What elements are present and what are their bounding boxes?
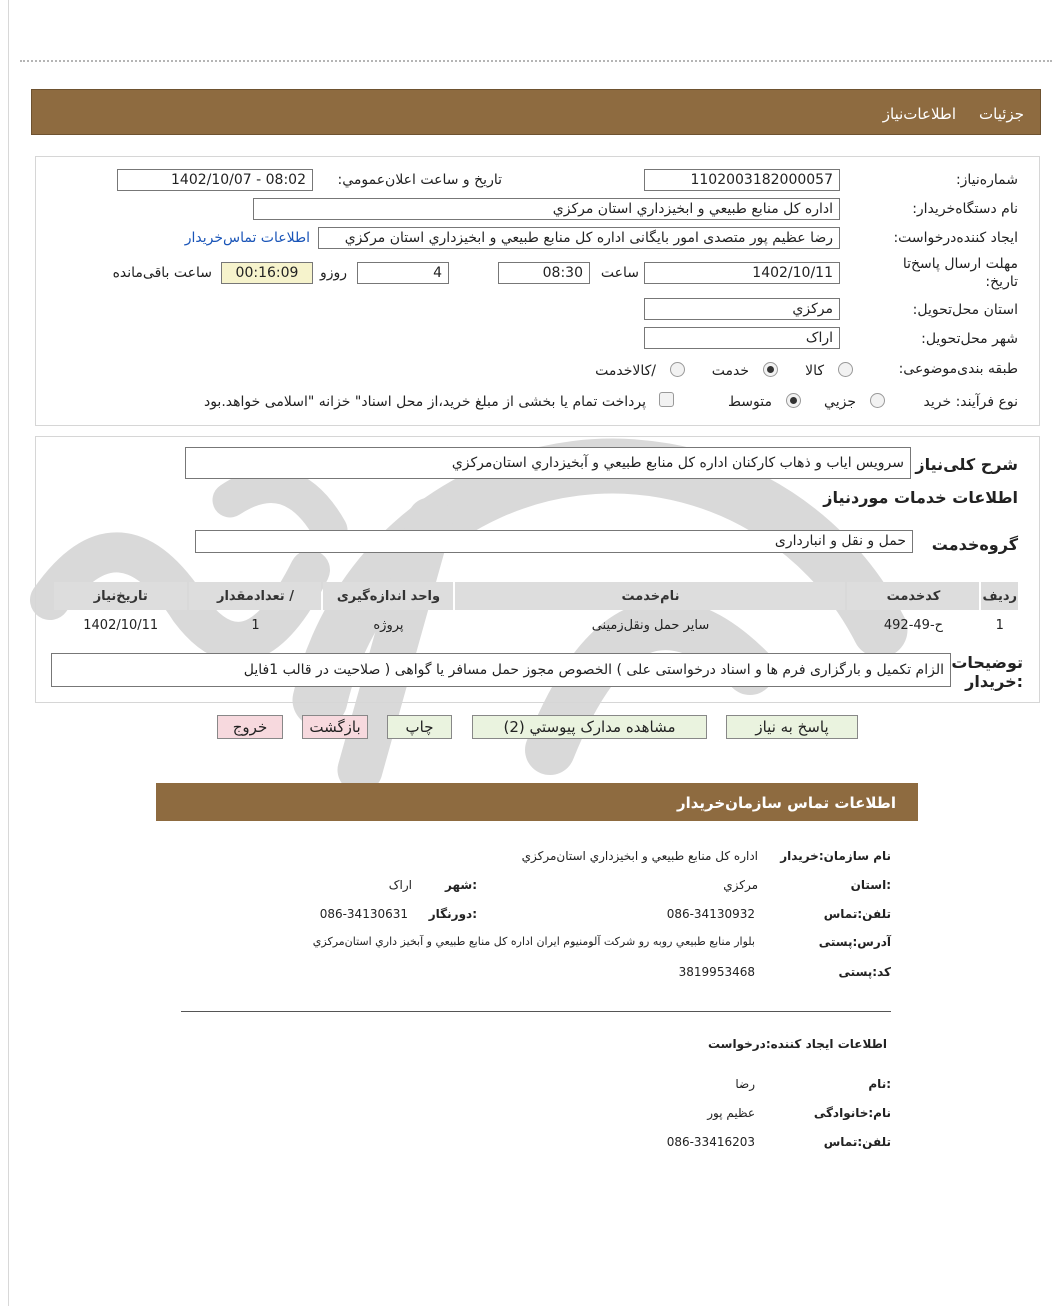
- city-field: اراک: [644, 327, 840, 349]
- buyer-notes-label-2: :خریدار: [965, 672, 1023, 691]
- creator-label: ایجاد کننده‌درخواست:: [893, 230, 1018, 246]
- deadline-date-field: 1402/10/11: [644, 262, 840, 284]
- process-medium-label: متوسط: [728, 394, 772, 410]
- service-group-label: گروه‌خدمت: [931, 535, 1018, 554]
- process-medium-radio[interactable]: [786, 393, 801, 408]
- col-service-name: نام‌خدمت: [455, 582, 845, 610]
- contact-address-label: آدرس:پستی: [818, 935, 891, 949]
- service-group-field: حمل و نقل و انبارداری: [195, 530, 913, 553]
- cell-service-name: سایر حمل ونقل‌زمینی: [591, 617, 710, 633]
- province-label: استان محل‌تحویل:: [912, 302, 1018, 318]
- contact-address-value: بلوار منابع طبيعي روبه رو شرکت آلومنيوم ايران اداره کل منابع طبيعي و آبخيز داري استان‌مرکزي: [312, 935, 755, 948]
- creator-phone-value: 086-33416203: [666, 1135, 755, 1149]
- contact-city-label: :شهر: [445, 878, 477, 892]
- col-unit: واحد اندازه‌گیری: [323, 582, 453, 610]
- back-button[interactable]: بازگشت: [302, 715, 368, 739]
- contact-org-value: اداره کل منابع طبيعي و ابخيزداري استان‌مرکزي: [521, 849, 758, 863]
- buyer-notes-field: الزام تکمیل و بارگزاری فرم ها و اسناد درخواستی علی ) الخصوص مجوز حمل مسافر یا گواهی ( صلاحیت در قالب 1فایل: [51, 653, 951, 687]
- table-row: [54, 612, 1018, 638]
- summary-field: سرويس اياب و ذهاب کارکنان اداره کل منابع طبيعي و آبخيزداري استان‌مرکزي: [185, 447, 911, 479]
- details-header: [31, 89, 1041, 135]
- contact-phone-label: تلفن:تماس: [823, 907, 891, 921]
- announce-label: تاريخ و ساعت اعلان‌عمومي:: [337, 172, 502, 188]
- province-field: مرکزي: [644, 298, 840, 320]
- cell-service-code: ح-49-492: [883, 617, 944, 633]
- col-row: ردیف: [981, 582, 1018, 610]
- page-left-border: [8, 0, 9, 1306]
- summary-label: شرح کلی‌نیاز: [915, 455, 1018, 474]
- contact-fax-label: :دورنگار: [428, 907, 477, 921]
- category-goods-service-label: /کالاخدمت: [595, 363, 656, 379]
- buyer-contact-link[interactable]: اطلاعات تماس‌خریدار: [184, 230, 310, 246]
- creator-name-label: :نام: [868, 1077, 891, 1091]
- buyer-org-label: نام دستگاه‌خریدار:: [912, 201, 1018, 217]
- creator-name-value: رضا: [735, 1077, 755, 1091]
- category-label: طبقه بندی‌موضوعی:: [898, 361, 1018, 377]
- need-info-panel: [35, 156, 1040, 426]
- contact-province-label: :استان: [850, 878, 891, 892]
- top-divider: [20, 60, 1052, 62]
- table-header-row: [54, 582, 1018, 610]
- contact-postal-label: کد:پستی: [838, 965, 891, 979]
- tab-details[interactable]: جزئیات: [979, 105, 1024, 123]
- category-service-label: خدمت: [711, 363, 749, 379]
- cell-row: 1: [995, 617, 1004, 633]
- category-goods-label: کالا: [805, 363, 824, 379]
- creator-field: رضا عظيم پور متصدی امور بايگانی اداره کل منابع طبيعي و ابخيزداري استان مرکزي: [318, 227, 840, 249]
- city-label: شهر محل‌تحویل:: [921, 331, 1018, 347]
- services-table: [52, 580, 1020, 640]
- tab-need-info[interactable]: اطلاعات‌نیاز: [882, 105, 956, 123]
- announce-date-field: 1402/10/07 - 08:02: [117, 169, 313, 191]
- days-field: 4: [357, 262, 449, 284]
- creator-family-label: نام:خانوادگی: [813, 1106, 891, 1120]
- days-label: روزو: [319, 265, 347, 281]
- creator-family-value: عظيم پور: [707, 1106, 755, 1120]
- treasury-payment-text: پرداخت تمام یا بخشی از مبلغ خرید،از محل اسناد" خزانه "اسلامی خواهد.بود: [203, 394, 646, 410]
- remaining-label: ساعت باقی‌مانده: [112, 265, 212, 281]
- col-need-date: تاریخ‌نیاز: [54, 582, 187, 610]
- deadline-label-1: مهلت ارسال پاسخ‌تا: [902, 256, 1018, 272]
- reply-button[interactable]: پاسخ به نیاز: [726, 715, 858, 739]
- contact-province-value: مرکزي: [723, 878, 758, 892]
- need-number-field: 1102003182000057: [644, 169, 840, 191]
- treasury-payment-checkbox[interactable]: [659, 392, 674, 407]
- remaining-time-field: 00:16:09: [221, 262, 313, 284]
- view-attachments-button[interactable]: مشاهده مدارک پیوستي (2): [472, 715, 707, 739]
- deadline-label-2: تاریخ:: [985, 274, 1018, 290]
- buyer-contact-heading: اطلاعات تماس سازمان‌خریدار: [676, 794, 896, 812]
- contact-phone-value: 086-34130932: [666, 907, 755, 921]
- category-service-radio[interactable]: [763, 362, 778, 377]
- buyer-contact-header: [156, 783, 918, 821]
- contact-city-value: اراک: [388, 878, 412, 892]
- cell-need-date: 1402/10/11: [83, 617, 159, 633]
- print-button[interactable]: چاپ: [387, 715, 452, 739]
- contact-divider: [181, 1011, 891, 1012]
- col-service-code: کدخدمت: [847, 582, 979, 610]
- creator-phone-label: تلفن:تماس: [823, 1135, 891, 1149]
- services-heading: اطلاعات خدمات موردنیاز: [823, 488, 1018, 507]
- process-minor-label: جزیي: [824, 394, 856, 410]
- need-number-label: شماره‌نیاز:: [955, 172, 1018, 188]
- time-label: ساعت: [600, 265, 639, 281]
- contact-postal-value: 3819953468: [678, 965, 755, 979]
- process-minor-radio[interactable]: [870, 393, 885, 408]
- buyer-notes-label-1: توضیحات: [951, 653, 1023, 672]
- creator-info-heading: اطلاعات ایجاد کننده:درخواست: [707, 1037, 887, 1051]
- deadline-time-field: 08:30: [498, 262, 590, 284]
- contact-fax-value: 086-34130631: [319, 907, 408, 921]
- category-goods-radio[interactable]: [838, 362, 853, 377]
- col-quantity: / تعدادمقدار: [189, 582, 321, 610]
- process-type-label: نوع فرآیند: خرید: [923, 394, 1018, 410]
- buyer-org-field: اداره کل منابع طبيعي و ابخيزداري استان مرکزي: [253, 198, 840, 220]
- category-goods-service-radio[interactable]: [670, 362, 685, 377]
- cell-quantity: 1: [251, 617, 260, 633]
- contact-org-label: نام سازمان:خریدار: [780, 849, 891, 863]
- cell-unit: پروژه: [373, 617, 404, 633]
- exit-button[interactable]: خروج: [217, 715, 283, 739]
